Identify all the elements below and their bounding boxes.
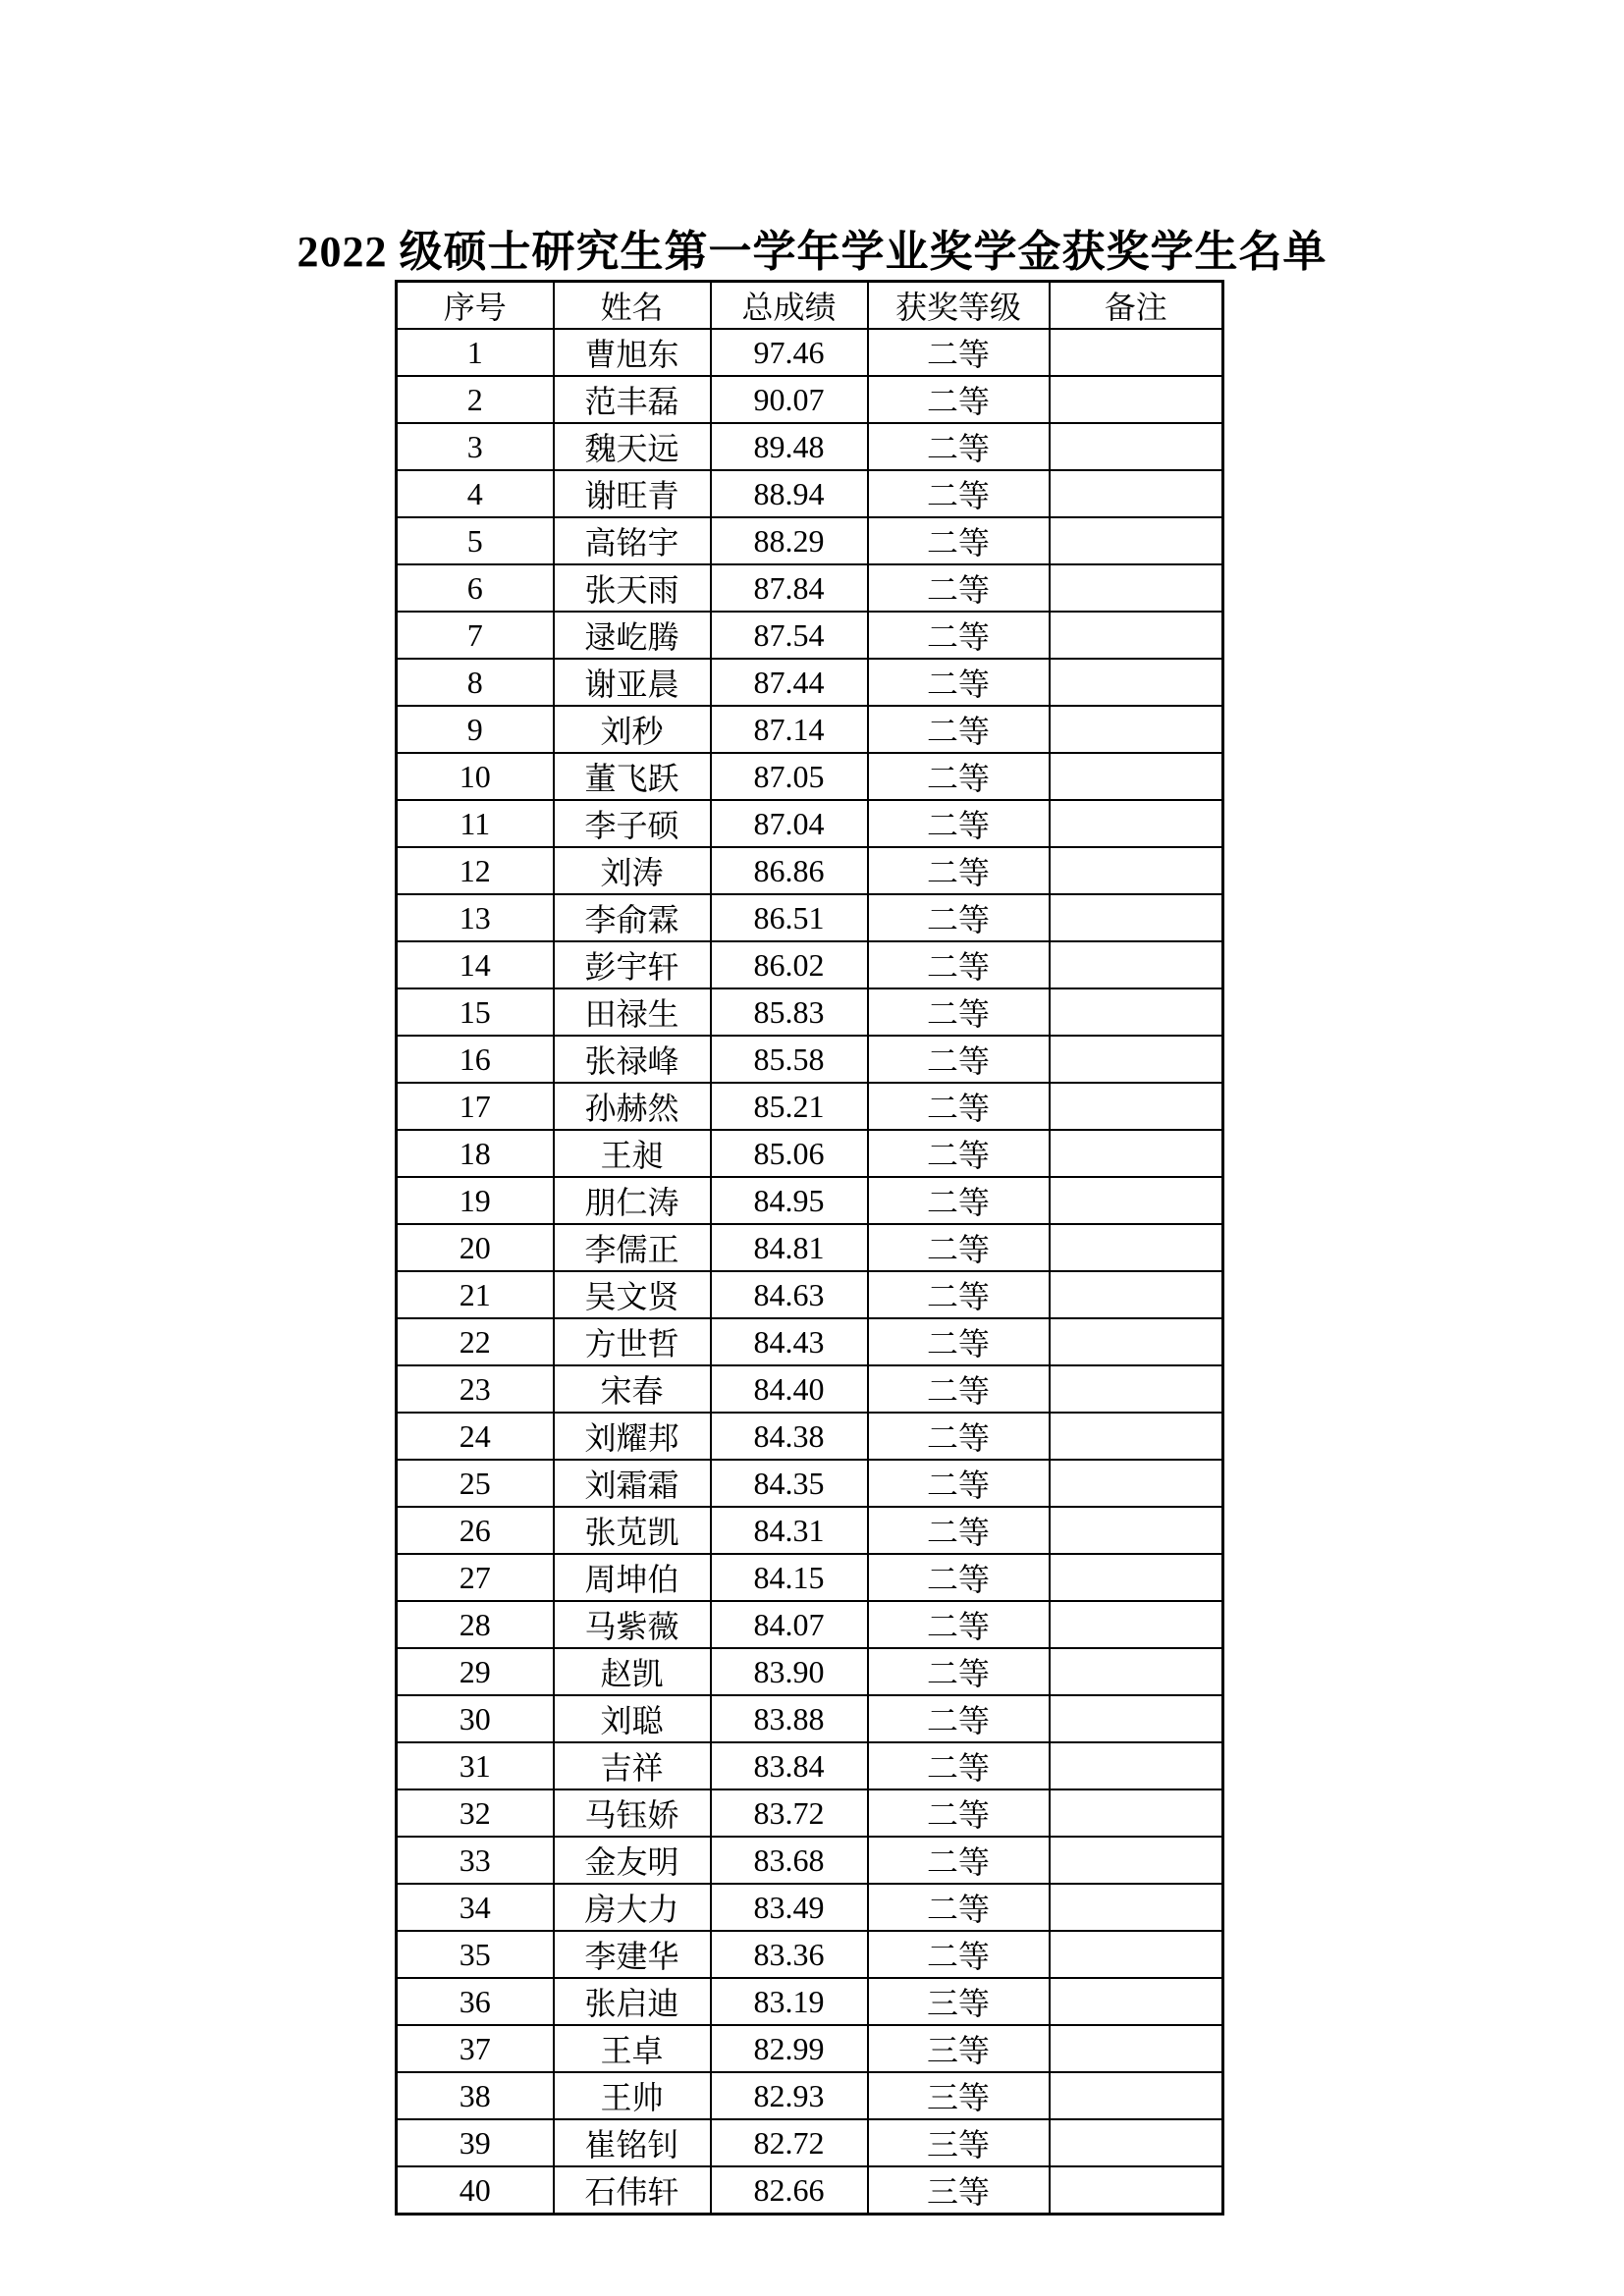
table-row [397, 517, 1223, 564]
cell-remark [1050, 847, 1223, 894]
cell-total-score: 87.05 [711, 753, 868, 800]
cell-remark [1050, 1271, 1223, 1318]
cell-award-grade: 二等 [868, 659, 1050, 706]
cell-student-name: 张启迪 [554, 1978, 711, 2025]
cell-award-grade: 二等 [868, 847, 1050, 894]
cell-total-score: 84.81 [711, 1224, 868, 1271]
cell-total-score: 83.88 [711, 1695, 868, 1742]
cell-serial-number: 23 [397, 1365, 554, 1413]
cell-remark [1050, 1318, 1223, 1365]
cell-total-score: 84.38 [711, 1413, 868, 1460]
cell-remark [1050, 1978, 1223, 2025]
cell-serial-number: 37 [397, 2025, 554, 2072]
cell-student-name: 彭宇轩 [554, 941, 711, 988]
cell-award-grade: 二等 [868, 1931, 1050, 1978]
cell-student-name: 范丰磊 [554, 376, 711, 423]
cell-student-name: 曹旭东 [554, 329, 711, 376]
cell-remark [1050, 1413, 1223, 1460]
cell-serial-number: 4 [397, 470, 554, 517]
cell-award-grade: 二等 [868, 1271, 1050, 1318]
cell-remark [1050, 894, 1223, 941]
cell-total-score: 83.72 [711, 1789, 868, 1837]
cell-award-grade: 二等 [868, 423, 1050, 470]
table-row [397, 423, 1223, 470]
cell-total-score: 88.29 [711, 517, 868, 564]
cell-award-grade: 二等 [868, 1177, 1050, 1224]
cell-serial-number: 38 [397, 2072, 554, 2119]
cell-total-score: 90.07 [711, 376, 868, 423]
cell-serial-number: 18 [397, 1130, 554, 1177]
cell-student-name: 董飞跃 [554, 753, 711, 800]
table-row [397, 1224, 1223, 1271]
cell-award-grade: 二等 [868, 329, 1050, 376]
cell-total-score: 84.07 [711, 1601, 868, 1648]
cell-student-name: 房大力 [554, 1884, 711, 1931]
cell-award-grade: 二等 [868, 376, 1050, 423]
table-row [397, 988, 1223, 1036]
cell-student-name: 高铭宇 [554, 517, 711, 564]
cell-total-score: 82.99 [711, 2025, 868, 2072]
cell-award-grade: 二等 [868, 1224, 1050, 1271]
cell-total-score: 88.94 [711, 470, 868, 517]
cell-award-grade: 二等 [868, 1413, 1050, 1460]
cell-student-name: 张苋凯 [554, 1507, 711, 1554]
cell-award-grade: 二等 [868, 564, 1050, 612]
column-header-serial-number: 序号 [397, 282, 554, 330]
cell-total-score: 83.68 [711, 1837, 868, 1884]
cell-remark [1050, 423, 1223, 470]
cell-total-score: 84.35 [711, 1460, 868, 1507]
cell-serial-number: 32 [397, 1789, 554, 1837]
cell-award-grade: 三等 [868, 2025, 1050, 2072]
cell-serial-number: 19 [397, 1177, 554, 1224]
cell-remark [1050, 706, 1223, 753]
cell-award-grade: 二等 [868, 1130, 1050, 1177]
cell-serial-number: 40 [397, 2166, 554, 2215]
table-row [397, 564, 1223, 612]
cell-total-score: 84.95 [711, 1177, 868, 1224]
table-row [397, 1507, 1223, 1554]
cell-award-grade: 二等 [868, 1036, 1050, 1083]
cell-total-score: 85.83 [711, 988, 868, 1036]
cell-student-name: 魏天远 [554, 423, 711, 470]
cell-total-score: 83.84 [711, 1742, 868, 1789]
cell-serial-number: 22 [397, 1318, 554, 1365]
cell-total-score: 87.04 [711, 800, 868, 847]
cell-student-name: 周坤伯 [554, 1554, 711, 1601]
cell-remark [1050, 1460, 1223, 1507]
cell-remark [1050, 1931, 1223, 1978]
table-row [397, 800, 1223, 847]
table-row [397, 2166, 1223, 2215]
cell-student-name: 宋春 [554, 1365, 711, 1413]
cell-award-grade: 三等 [868, 2072, 1050, 2119]
cell-award-grade: 二等 [868, 894, 1050, 941]
cell-total-score: 84.15 [711, 1554, 868, 1601]
cell-serial-number: 1 [397, 329, 554, 376]
table-row [397, 1837, 1223, 1884]
cell-remark [1050, 376, 1223, 423]
table-row [397, 1789, 1223, 1837]
cell-student-name: 谢旺青 [554, 470, 711, 517]
table-row [397, 1742, 1223, 1789]
cell-remark [1050, 517, 1223, 564]
cell-student-name: 王昶 [554, 1130, 711, 1177]
table-row [397, 470, 1223, 517]
cell-remark [1050, 753, 1223, 800]
table-row [397, 1601, 1223, 1648]
cell-remark [1050, 1507, 1223, 1554]
cell-total-score: 82.66 [711, 2166, 868, 2215]
cell-award-grade: 二等 [868, 1554, 1050, 1601]
cell-student-name: 石伟轩 [554, 2166, 711, 2215]
cell-total-score: 83.49 [711, 1884, 868, 1931]
cell-remark [1050, 2119, 1223, 2166]
cell-serial-number: 5 [397, 517, 554, 564]
cell-remark [1050, 659, 1223, 706]
cell-remark [1050, 1601, 1223, 1648]
cell-award-grade: 三等 [868, 2119, 1050, 2166]
table-row [397, 1695, 1223, 1742]
cell-serial-number: 35 [397, 1931, 554, 1978]
cell-total-score: 83.90 [711, 1648, 868, 1695]
cell-student-name: 李儒正 [554, 1224, 711, 1271]
cell-remark [1050, 470, 1223, 517]
cell-total-score: 85.06 [711, 1130, 868, 1177]
cell-award-grade: 二等 [868, 1083, 1050, 1130]
cell-award-grade: 二等 [868, 800, 1050, 847]
cell-serial-number: 10 [397, 753, 554, 800]
cell-award-grade: 二等 [868, 753, 1050, 800]
cell-serial-number: 31 [397, 1742, 554, 1789]
column-header-award-grade: 获奖等级 [868, 282, 1050, 330]
cell-student-name: 张禄峰 [554, 1036, 711, 1083]
cell-award-grade: 二等 [868, 1648, 1050, 1695]
column-header-student-name: 姓名 [554, 282, 711, 330]
cell-student-name: 崔铭钊 [554, 2119, 711, 2166]
table-row [397, 1083, 1223, 1130]
table-row [397, 612, 1223, 659]
cell-student-name: 王帅 [554, 2072, 711, 2119]
cell-student-name: 王卓 [554, 2025, 711, 2072]
cell-remark [1050, 1884, 1223, 1931]
cell-total-score: 84.40 [711, 1365, 868, 1413]
cell-award-grade: 二等 [868, 941, 1050, 988]
cell-serial-number: 20 [397, 1224, 554, 1271]
cell-serial-number: 13 [397, 894, 554, 941]
cell-total-score: 84.63 [711, 1271, 868, 1318]
cell-student-name: 逯屹腾 [554, 612, 711, 659]
table-row [397, 1884, 1223, 1931]
cell-serial-number: 14 [397, 941, 554, 988]
cell-total-score: 84.31 [711, 1507, 868, 1554]
cell-award-grade: 二等 [868, 1601, 1050, 1648]
cell-remark [1050, 1837, 1223, 1884]
cell-remark [1050, 564, 1223, 612]
document-title: 2022 级硕士研究生第一学年学业奖学金获奖学生名单 [297, 228, 1327, 276]
cell-student-name: 赵凯 [554, 1648, 711, 1695]
cell-student-name: 张天雨 [554, 564, 711, 612]
cell-remark [1050, 329, 1223, 376]
table-row [397, 1318, 1223, 1365]
cell-remark [1050, 1789, 1223, 1837]
cell-student-name: 马钰娇 [554, 1789, 711, 1837]
cell-serial-number: 2 [397, 376, 554, 423]
cell-serial-number: 30 [397, 1695, 554, 1742]
table-row [397, 1978, 1223, 2025]
cell-total-score: 87.44 [711, 659, 868, 706]
cell-remark [1050, 1554, 1223, 1601]
cell-serial-number: 15 [397, 988, 554, 1036]
cell-total-score: 85.21 [711, 1083, 868, 1130]
cell-total-score: 82.93 [711, 2072, 868, 2119]
cell-remark [1050, 612, 1223, 659]
table-row [397, 329, 1223, 376]
cell-remark [1050, 2025, 1223, 2072]
cell-serial-number: 11 [397, 800, 554, 847]
cell-total-score: 82.72 [711, 2119, 868, 2166]
cell-serial-number: 6 [397, 564, 554, 612]
cell-student-name: 刘涛 [554, 847, 711, 894]
table-row [397, 894, 1223, 941]
scholarship-table [395, 280, 1224, 2216]
table-row [397, 1460, 1223, 1507]
table-row [397, 1648, 1223, 1695]
cell-serial-number: 34 [397, 1884, 554, 1931]
table-row [397, 2072, 1223, 2119]
cell-award-grade: 二等 [868, 1884, 1050, 1931]
cell-award-grade: 二等 [868, 517, 1050, 564]
table-header [397, 282, 1223, 330]
cell-total-score: 89.48 [711, 423, 868, 470]
cell-award-grade: 二等 [868, 1695, 1050, 1742]
cell-serial-number: 3 [397, 423, 554, 470]
cell-serial-number: 24 [397, 1413, 554, 1460]
table-row [397, 1271, 1223, 1318]
cell-serial-number: 26 [397, 1507, 554, 1554]
table-row [397, 1931, 1223, 1978]
cell-award-grade: 二等 [868, 706, 1050, 753]
table-row [397, 706, 1223, 753]
table-body [397, 329, 1223, 2215]
cell-award-grade: 二等 [868, 1460, 1050, 1507]
cell-total-score: 87.14 [711, 706, 868, 753]
cell-remark [1050, 941, 1223, 988]
cell-total-score: 86.02 [711, 941, 868, 988]
cell-remark [1050, 800, 1223, 847]
cell-remark [1050, 2166, 1223, 2215]
cell-award-grade: 二等 [868, 1318, 1050, 1365]
cell-remark [1050, 1648, 1223, 1695]
header-row [397, 282, 1223, 330]
cell-student-name: 李俞霖 [554, 894, 711, 941]
cell-student-name: 马紫薇 [554, 1601, 711, 1648]
table-row [397, 2025, 1223, 2072]
cell-serial-number: 12 [397, 847, 554, 894]
cell-student-name: 田禄生 [554, 988, 711, 1036]
table-row [397, 941, 1223, 988]
cell-remark [1050, 1177, 1223, 1224]
cell-serial-number: 29 [397, 1648, 554, 1695]
cell-student-name: 方世哲 [554, 1318, 711, 1365]
cell-serial-number: 7 [397, 612, 554, 659]
table-row [397, 1177, 1223, 1224]
cell-serial-number: 25 [397, 1460, 554, 1507]
cell-total-score: 87.54 [711, 612, 868, 659]
table-row [397, 1554, 1223, 1601]
table-row [397, 847, 1223, 894]
table-row [397, 659, 1223, 706]
cell-total-score: 83.36 [711, 1931, 868, 1978]
table-row [397, 1413, 1223, 1460]
cell-award-grade: 二等 [868, 612, 1050, 659]
column-header-remark: 备注 [1050, 282, 1223, 330]
cell-remark [1050, 1130, 1223, 1177]
cell-student-name: 刘耀邦 [554, 1413, 711, 1460]
cell-remark [1050, 1365, 1223, 1413]
cell-remark [1050, 1224, 1223, 1271]
cell-student-name: 朋仁涛 [554, 1177, 711, 1224]
cell-total-score: 83.19 [711, 1978, 868, 2025]
cell-award-grade: 三等 [868, 1978, 1050, 2025]
cell-student-name: 李子硕 [554, 800, 711, 847]
cell-student-name: 金友明 [554, 1837, 711, 1884]
cell-award-grade: 二等 [868, 988, 1050, 1036]
cell-award-grade: 二等 [868, 470, 1050, 517]
cell-serial-number: 16 [397, 1036, 554, 1083]
table-row [397, 2119, 1223, 2166]
cell-serial-number: 21 [397, 1271, 554, 1318]
cell-total-score: 97.46 [711, 329, 868, 376]
cell-serial-number: 9 [397, 706, 554, 753]
table-row [397, 1365, 1223, 1413]
cell-serial-number: 36 [397, 1978, 554, 2025]
cell-remark [1050, 1036, 1223, 1083]
cell-award-grade: 三等 [868, 2166, 1050, 2215]
cell-serial-number: 27 [397, 1554, 554, 1601]
cell-remark [1050, 1695, 1223, 1742]
table-row [397, 1130, 1223, 1177]
cell-serial-number: 28 [397, 1601, 554, 1648]
cell-remark [1050, 1083, 1223, 1130]
cell-award-grade: 二等 [868, 1789, 1050, 1837]
cell-student-name: 李建华 [554, 1931, 711, 1978]
cell-award-grade: 二等 [868, 1507, 1050, 1554]
cell-remark [1050, 988, 1223, 1036]
cell-student-name: 刘聪 [554, 1695, 711, 1742]
cell-total-score: 86.51 [711, 894, 868, 941]
cell-remark [1050, 1742, 1223, 1789]
cell-student-name: 谢亚晨 [554, 659, 711, 706]
table-row [397, 376, 1223, 423]
cell-total-score: 87.84 [711, 564, 868, 612]
cell-student-name: 孙赫然 [554, 1083, 711, 1130]
cell-remark [1050, 2072, 1223, 2119]
column-header-total-score: 总成绩 [711, 282, 868, 330]
cell-total-score: 86.86 [711, 847, 868, 894]
table-row [397, 753, 1223, 800]
cell-award-grade: 二等 [868, 1742, 1050, 1789]
cell-total-score: 85.58 [711, 1036, 868, 1083]
cell-award-grade: 二等 [868, 1365, 1050, 1413]
cell-student-name: 刘秒 [554, 706, 711, 753]
cell-student-name: 吴文贤 [554, 1271, 711, 1318]
cell-serial-number: 8 [397, 659, 554, 706]
cell-serial-number: 33 [397, 1837, 554, 1884]
cell-serial-number: 17 [397, 1083, 554, 1130]
cell-student-name: 吉祥 [554, 1742, 711, 1789]
cell-student-name: 刘霜霜 [554, 1460, 711, 1507]
cell-award-grade: 二等 [868, 1837, 1050, 1884]
cell-total-score: 84.43 [711, 1318, 868, 1365]
table-row [397, 1036, 1223, 1083]
cell-serial-number: 39 [397, 2119, 554, 2166]
